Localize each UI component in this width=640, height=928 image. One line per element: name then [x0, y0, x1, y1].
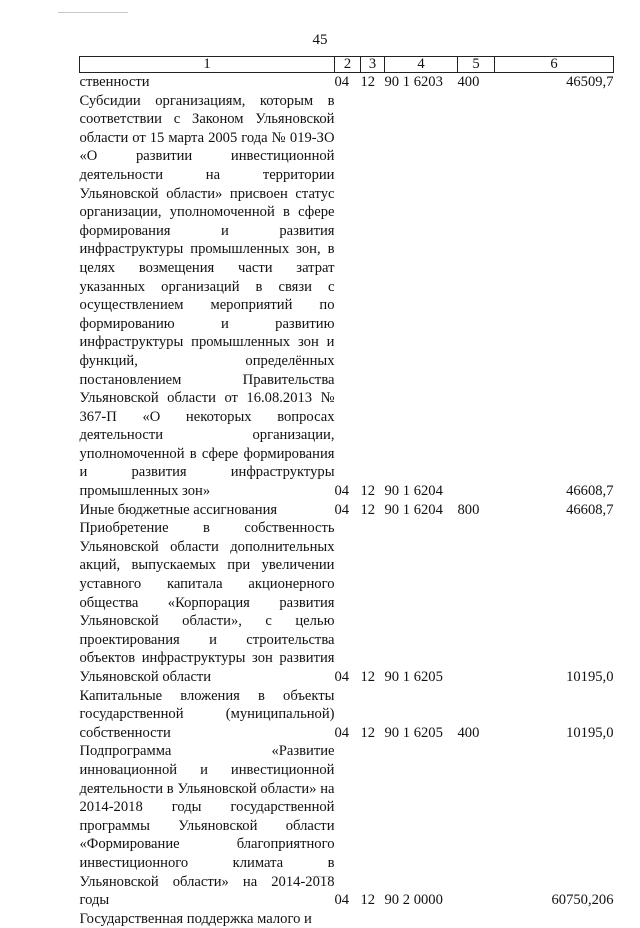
page-number: 45 — [312, 32, 328, 48]
budget-table — [79, 56, 614, 928]
table-row — [80, 519, 614, 686]
table-row — [80, 92, 614, 501]
row-expense-type: 400 — [457, 724, 480, 741]
row-amount: 10195,0 — [566, 669, 614, 685]
row-subsection — [361, 910, 385, 928]
row-name: Государственная поддержка малого и — [79, 910, 312, 927]
row-section: 04 — [334, 892, 350, 909]
row-subsection: 12 — [360, 724, 376, 741]
row-amount: 46608,7 — [566, 501, 614, 518]
row-section: 04 — [334, 74, 350, 90]
row-expense-type — [458, 910, 495, 928]
row-expense-type: 400 — [457, 74, 480, 90]
column-header-row — [80, 57, 614, 73]
row-subsection: 12 — [360, 483, 376, 500]
row-target-article: 90 1 6205 — [384, 669, 443, 685]
column-header-6: 6 — [495, 57, 614, 73]
row-expense-type: 800 — [457, 501, 480, 518]
row-amount: 46608,7 — [566, 483, 614, 500]
row-expense-type — [458, 519, 495, 686]
scan-artifact-top — [58, 12, 128, 13]
row-name: Иные бюджетные ассигнования — [79, 501, 278, 518]
row-expense-type — [458, 742, 495, 909]
row-target-article: 90 1 6204 — [384, 483, 443, 500]
row-target-article: 90 1 6203 — [384, 74, 443, 90]
table-row — [80, 687, 614, 743]
table-row — [80, 910, 614, 928]
row-section: 04 — [334, 501, 350, 518]
column-header-4: 4 — [385, 57, 458, 73]
row-target-article — [385, 910, 458, 928]
row-subsection: 12 — [360, 501, 376, 518]
row-name: Подпрограмма «Развитие инновационной и инвестиционной деятельности в Ульяновской области» на 2014-2018 годы государственной программы Ульяновской области «Формирование благоприятного инвестиционного климата в Ульяновской области» на 2014-2018 годы — [79, 743, 335, 909]
row-section: 04 — [334, 724, 350, 741]
row-section: 04 — [334, 483, 350, 500]
row-expense-type — [458, 92, 495, 501]
column-header-1: 1 — [80, 57, 335, 73]
column-header-3: 3 — [361, 57, 385, 73]
row-subsection: 12 — [360, 892, 376, 909]
table-row — [80, 742, 614, 909]
row-name: Субсидии организациям, которым в соответствии с Законом Ульяновской области от 15 марта 2005 года № 019-ЗО «О развитии инвестиционной деятельности на территории Ульяновской области» присвоен статус организации, уполномоченной в сфере формирования и развития инфраструктуры промышленных зон, в целях возмещения части затрат указанных организаций в связи с осуществлением мероприятий по формированию и развитию инфраструктуры промышленных зон и функций, определённых постановлением Правительства Ульяновской области от 16.08.2013 № 367-П «О некоторых вопросах деятельности организации, уполномоченной в сфере формирования и развития инфраструктуры промышленных зон» — [79, 92, 335, 500]
row-name: ственности — [79, 74, 150, 90]
row-amount: 60750,206 — [551, 892, 614, 909]
row-section — [335, 910, 361, 928]
row-target-article: 90 1 6205 — [384, 724, 443, 741]
table-row — [80, 73, 614, 92]
row-subsection: 12 — [360, 74, 376, 90]
row-name: Капитальные вложения в объекты государственной (муниципальной) собственности — [79, 687, 335, 741]
row-amount: 10195,0 — [566, 724, 614, 741]
column-header-5: 5 — [458, 57, 495, 73]
row-target-article: 90 1 6204 — [384, 501, 443, 518]
row-amount: 46509,7 — [566, 74, 614, 90]
row-name: Приобретение в собственность Ульяновской области дополнительных акций, выпускаемых при увеличении уставного капитала акционерного общества «Корпорация развития Ульяновской области», с целью проектирования и строительства объектов инфраструктуры зон развития Ульяновской области — [79, 520, 335, 685]
row-section: 04 — [334, 669, 350, 685]
row-amount — [495, 910, 614, 928]
table-row — [80, 501, 614, 520]
column-header-2: 2 — [335, 57, 361, 73]
row-subsection: 12 — [360, 669, 376, 685]
row-target-article: 90 2 0000 — [384, 892, 443, 909]
